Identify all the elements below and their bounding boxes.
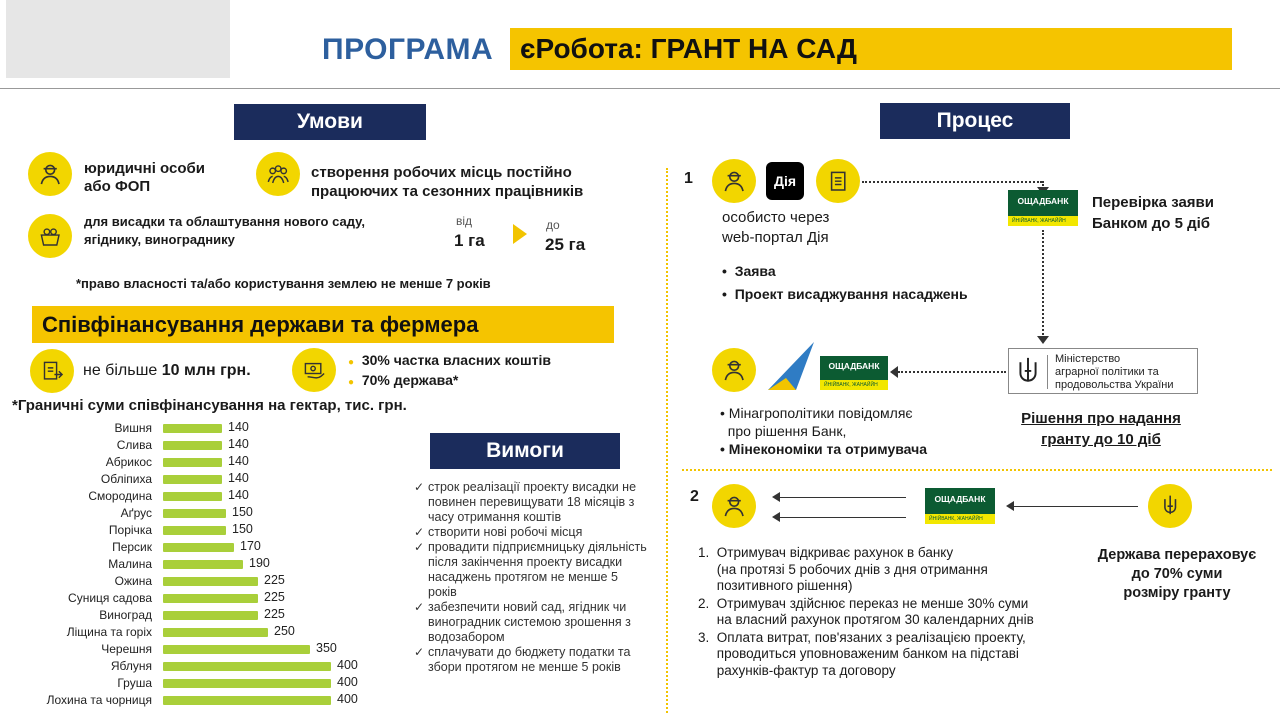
chart-value-label: 140 — [228, 437, 249, 451]
diia-logo-icon: Дія — [766, 162, 804, 200]
chart-bar — [163, 628, 268, 637]
chart-value-label: 225 — [264, 590, 285, 604]
center-divider — [666, 168, 668, 713]
requirement-item: ✓ забезпечити новий сад, ягідник чи виноградник системою зрошення з водозабором — [414, 600, 650, 645]
share-state: ● 70% держава* — [348, 372, 459, 388]
chart-category-label: Ліщина та горіх — [66, 625, 152, 639]
area-to-value: 25 га — [545, 235, 586, 254]
logo-placeholder — [6, 0, 230, 78]
cofinancing-heading: Співфінансування держави та фермера — [32, 306, 614, 343]
header-divider — [0, 88, 1280, 89]
requirements-heading: Вимоги — [430, 433, 620, 469]
chart-value-label: 225 — [264, 573, 285, 587]
chart-value-label: 140 — [228, 454, 249, 468]
conditions-heading: Умови — [234, 104, 426, 140]
chart-value-label: 190 — [249, 556, 270, 570]
chart-category-label: Ожина — [114, 574, 152, 588]
fruit-basket-icon — [28, 214, 72, 258]
chart-bar — [163, 696, 331, 705]
chart-value-label: 150 — [232, 522, 253, 536]
chart-category-label: Черешня — [101, 642, 152, 656]
ministry-name: Міністерство аграрної політики та продовольства України — [1055, 353, 1174, 391]
oshchadbank-slogan: ЙНІЙВАНК, ЖАНАЙЙН — [1008, 216, 1078, 226]
apply-bullets: • Заява • Проект висаджування насаджень — [722, 263, 968, 302]
chart-bar — [163, 475, 222, 484]
state-transfer-text: Держава перераховує до 70% суми розміру гранту — [1097, 547, 1257, 601]
arrow-to-ministry-head — [1037, 336, 1049, 344]
trident-icon — [1015, 355, 1041, 389]
oshchadbank-step2-slogan: ЙНІЙВАНК, ЖАНАЙЙН — [925, 514, 995, 524]
chart-bar — [163, 577, 258, 586]
chart-category-label: Порічка — [108, 523, 152, 537]
oshchadbank-step2-name: ОЩАДБАНК — [934, 494, 986, 504]
max-limit-value: 10 млн грн. — [161, 362, 251, 379]
chart-category-label: Лохина та чорниця — [46, 693, 152, 707]
process-step: 1. Отримувач відкриває рахунок в банку (на протязі 5 робочих днів з дня отримання позитивного рішення) — [698, 545, 988, 593]
arrow-bank-to-recipient-2-head — [772, 512, 780, 522]
chart-bar — [163, 543, 234, 552]
cofinancing-chart — [0, 420, 410, 715]
requirement-item: ✓ сплачувати до бюджету податки та збори протягом не менше 5 років — [414, 645, 650, 675]
chart-value-label: 400 — [337, 692, 358, 706]
chart-bar — [163, 526, 226, 535]
chart-bar — [163, 509, 226, 518]
arrow-bank-to-recipient-1-head — [772, 492, 780, 502]
step-2-list — [698, 545, 1034, 680]
arrow-to-ministry-line — [1042, 230, 1044, 338]
arrow-state-to-bank — [1014, 506, 1138, 507]
requirements-list — [414, 480, 650, 675]
chart-category-label: Малина — [108, 557, 152, 571]
oshchadbank-name: ОЩАДБАНК — [1017, 196, 1069, 206]
arrow-right-icon — [513, 224, 527, 244]
chart-category-label: Груша — [117, 676, 152, 690]
chart-value-label: 250 — [274, 624, 295, 638]
grant-decision-text: Рішення про надання гранту до 10 діб — [1021, 410, 1181, 448]
requirement-item: ✓ провадити підприємницьку діяльність після закінчення проекту висадки насаджень протягом не менше 5 років — [414, 540, 650, 600]
chart-value-label: 225 — [264, 607, 285, 621]
state-transfer — [1082, 546, 1272, 603]
chart-category-label: Смородина — [88, 489, 152, 503]
conditions-item-garden: для висадки та облаштування нового саду, ягіднику, винограднику — [84, 214, 365, 247]
notify-text-1: • Мінагрополітики повідомляє про рішення Банк, — [720, 405, 913, 439]
area-to-label: до — [546, 218, 560, 232]
share-own-text: 30% частка власних коштів — [361, 352, 551, 368]
chart-category-label: Аґрус — [120, 506, 152, 520]
chart-bar — [163, 645, 310, 654]
money-hand-icon — [292, 348, 336, 392]
oshchadbank-notify-slogan: ЙНІЙВАНК, ЖАНАЙЙН — [820, 380, 888, 390]
arrow-bank-to-recipient-1 — [780, 497, 906, 498]
ministry-divider — [1047, 355, 1048, 389]
area-from-label: від — [456, 214, 473, 228]
state-trident-icon — [1148, 484, 1192, 528]
conditions-item-jobs: створення робочих місць постійно працюючих та сезонних працівників — [311, 164, 584, 200]
chart-title: *Граничні суми співфінансування на гектар, тис. грн. — [12, 397, 407, 414]
chart-bar — [163, 662, 331, 671]
chart-value-label: 170 — [240, 539, 261, 553]
ministry-logo — [1008, 348, 1198, 394]
farmer-icon — [28, 152, 72, 196]
chart-bar — [163, 458, 222, 467]
chart-value-label: 400 — [337, 675, 358, 689]
oshchadbank-notify-name: ОЩАДБАНК — [828, 361, 880, 371]
chart-category-label: Слива — [116, 438, 152, 452]
process-divider — [682, 469, 1272, 471]
document-icon — [816, 159, 860, 203]
chart-bar — [163, 679, 331, 688]
chart-category-label: Обліпиха — [100, 472, 152, 486]
share-own: ● 30% частка власних коштів — [348, 352, 551, 368]
arrow-to-notify-line — [898, 371, 1006, 373]
chart-bar — [163, 441, 222, 450]
notify-text-2: • Мінекономіки та отримувача — [720, 441, 928, 457]
workers-group-icon — [256, 152, 300, 196]
oshchadbank-logo-notify — [820, 356, 888, 390]
grant-decision — [1018, 408, 1184, 450]
chart-category-label: Виноград — [99, 608, 152, 622]
apply-via-diia: особисто через web-портал Дія — [722, 209, 830, 246]
arrow-state-to-bank-head — [1006, 501, 1014, 511]
chart-category-label: Вишня — [114, 421, 152, 435]
document-transfer-icon — [30, 349, 74, 393]
oshchadbank-logo-step2 — [925, 488, 995, 524]
chart-bar — [163, 492, 222, 501]
arrow-to-notify-head — [890, 366, 898, 378]
max-limit — [83, 362, 251, 380]
farmer-icon-notify — [712, 348, 756, 392]
chart-bar — [163, 611, 258, 620]
step-1-number: 1 — [684, 170, 693, 187]
requirement-item: ✓ строк реалізації проекту висадки не повинен перевищувати 18 місяців з часу отримання коштів — [414, 480, 650, 525]
conditions-item-legal: юридичні особи або ФОП — [84, 160, 205, 195]
page-title: єРобота: ГРАНТ НА САД — [510, 28, 1232, 70]
arrow-to-bank-line — [862, 181, 1042, 183]
program-label: ПРОГРАМА — [322, 33, 494, 66]
chart-category-label: Абрикос — [105, 455, 152, 469]
farmer-icon-step2 — [712, 484, 756, 528]
chart-category-label: Яблуня — [110, 659, 152, 673]
farmer-icon-step1 — [712, 159, 756, 203]
chart-category-label: Суниця садова — [68, 591, 152, 605]
bullet-project: Проект висаджування насаджень — [734, 286, 968, 302]
share-state-text: 70% держава* — [361, 372, 459, 388]
bullet-application: Заява — [734, 263, 776, 279]
oshchadbank-logo — [1008, 190, 1078, 226]
area-from-value: 1 га — [454, 231, 485, 250]
chart-bar — [163, 424, 222, 433]
chart-bar — [163, 560, 243, 569]
arrow-bank-to-recipient-2 — [780, 517, 906, 518]
chart-category-label: Персик — [112, 540, 152, 554]
process-heading: Процес — [880, 103, 1070, 139]
chart-value-label: 140 — [228, 471, 249, 485]
land-note: *право власності та/або користування землею не менше 7 років — [76, 276, 491, 291]
process-step: 2. Отримувач здійснює переказ не менше 30% суми на власний рахунок протягом 30 календарних днів — [698, 595, 1034, 627]
chart-value-label: 350 — [316, 641, 337, 655]
step-2-number: 2 — [690, 488, 699, 505]
chart-value-label: 150 — [232, 505, 253, 519]
max-limit-prefix: не більше — [83, 362, 158, 379]
chart-value-label: 140 — [228, 420, 249, 434]
process-step: 3. Оплата витрат, пов'язаних з реалізацією проекту, проводиться уповноваженим банком на підставі рахунків-фактур та договору — [698, 629, 1026, 678]
chart-value-label: 140 — [228, 488, 249, 502]
requirement-item: ✓ створити нові робочі місця — [414, 525, 650, 540]
chart-value-label: 400 — [337, 658, 358, 672]
minecon-logo-icon — [766, 340, 818, 392]
chart-bar — [163, 594, 258, 603]
bank-check: Перевірка заяви Банком до 5 діб — [1092, 194, 1214, 232]
